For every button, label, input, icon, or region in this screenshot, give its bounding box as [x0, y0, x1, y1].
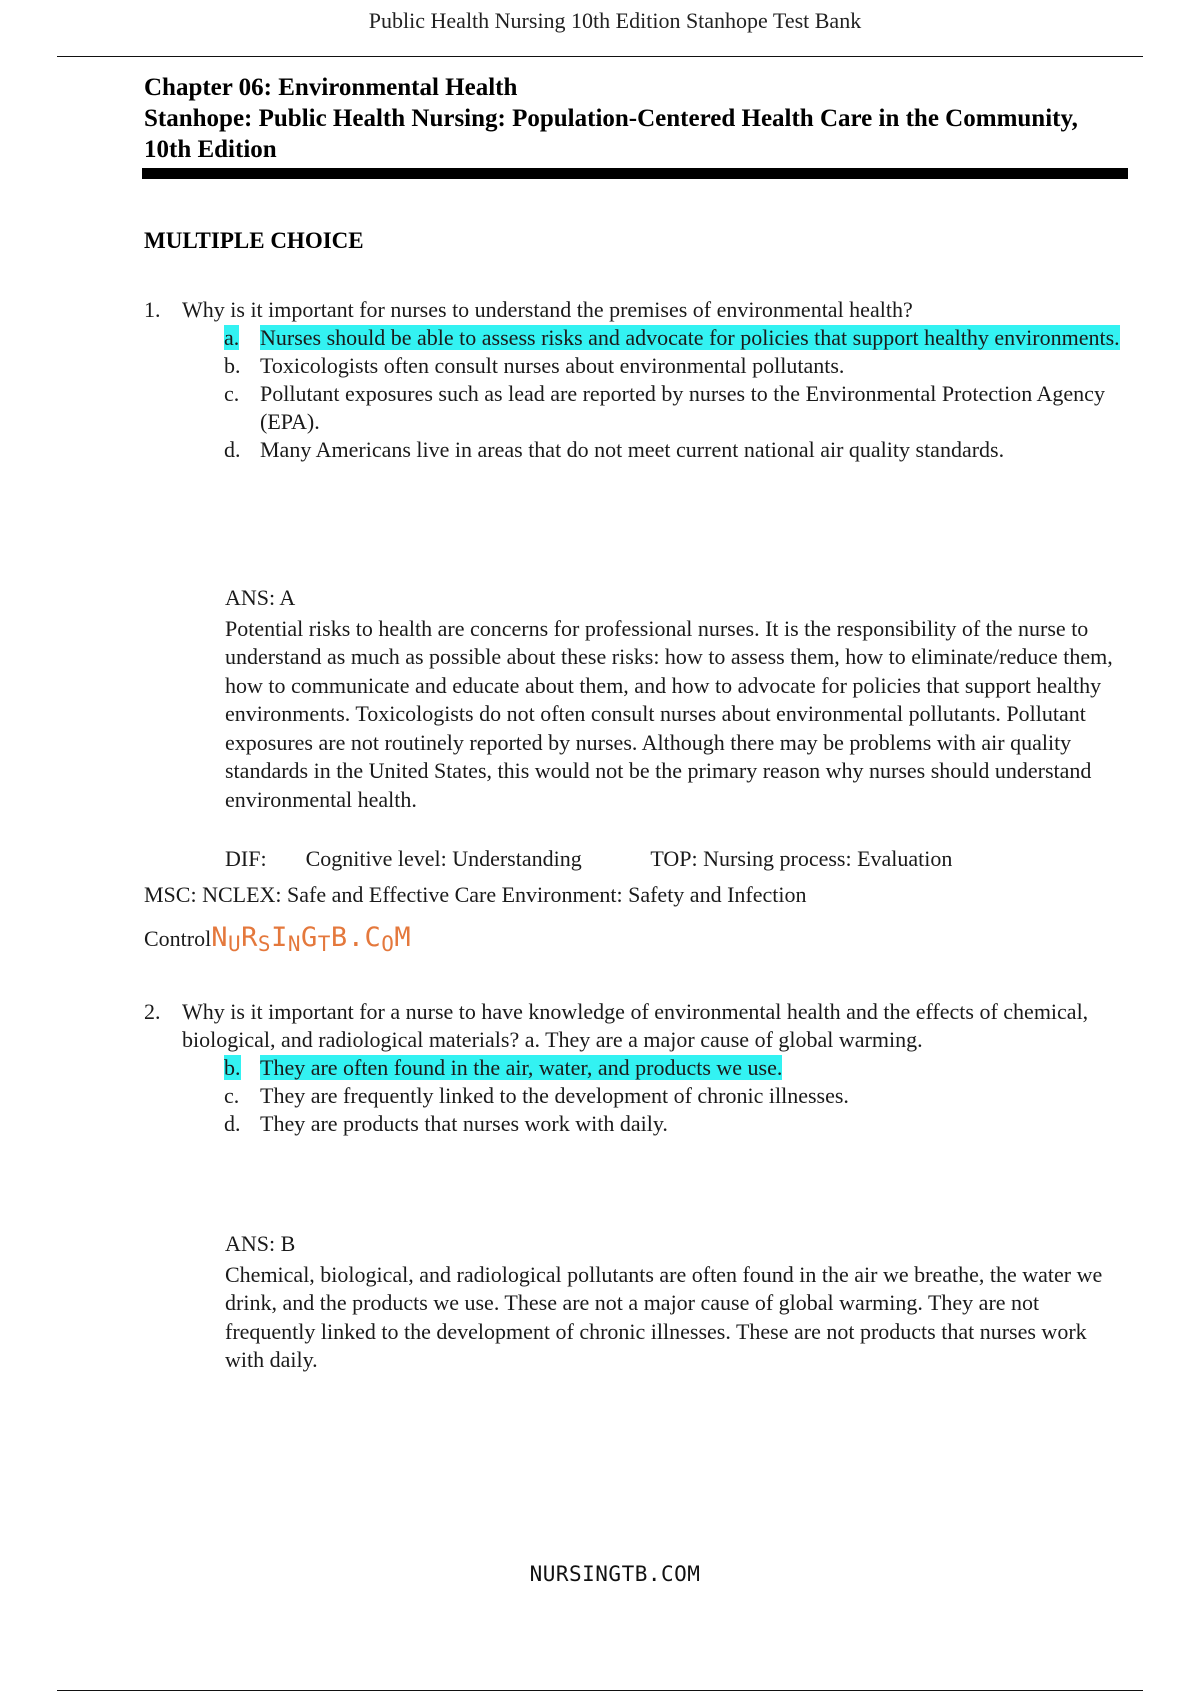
topic-value: TOP: Nursing process: Evaluation [650, 846, 953, 871]
option-letter: d. [224, 1111, 241, 1136]
answer-options [224, 324, 1124, 464]
option-text: Pollutant exposures such as lead are reported by nurses to the Environmental Protection Agency (EPA). [260, 381, 1105, 434]
question-2 [144, 998, 1124, 1138]
option-text: Many Americans live in areas that do not meet current national air quality standards. [260, 437, 1005, 462]
option-d [224, 436, 1124, 464]
question-number: 2. [144, 999, 161, 1024]
msc-row: MSC: NCLEX: Safe and Effective Care Environment: Safety and Infection [144, 882, 807, 907]
dif-value: Cognitive level: Understanding [305, 846, 582, 871]
msc-row-continued [144, 922, 412, 956]
rationale-text: Potential risks to health are concerns for professional nurses. It is the responsibility of the nurse to understand as much as possible about these risks: how to assess them, how to eliminate/reduce them, how to communicate and educate about them, and how to advocate for policies that support healthy environments. Toxicologists do not often consult nurses about environmental pollutants. Pollutant exposures are not routinely reported by nurses. Although there may be problems with air quality standards in the United States, this would not be the primary reason why nurses should understand environmental health. [225, 615, 1113, 812]
option-text: They are frequently linked to the development of chronic illnesses. [260, 1083, 849, 1108]
running-header: Public Health Nursing 10th Edition Stanhope Test Bank [368, 8, 862, 33]
option-letter: b. [224, 353, 241, 378]
dif-label: DIF: [225, 846, 267, 871]
msc-continuation: Control [144, 926, 212, 951]
heading-thick-rule [142, 168, 1128, 179]
rationale-text: Chemical, biological, and radiological pollutants are often found in the air we breathe, the water we drink, and the products we use. These are not a major cause of global warming. They are not frequently linked to the development of chronic illnesses. These are not products that nurses work with daily. [225, 1261, 1103, 1372]
watermark-logo: NURSINGTB.COM [211, 922, 412, 956]
chapter-title: Chapter 06: Environmental Health [144, 74, 518, 101]
book-title-line2: 10th Edition [144, 136, 277, 163]
option-c [224, 380, 1124, 436]
option-text: Toxicologists often consult nurses about environmental pollutants. [260, 353, 845, 378]
question-stem [144, 998, 1124, 1054]
answer-key: ANS: A [225, 585, 296, 610]
option-letter: c. [224, 1083, 240, 1108]
answer-rationale-2 [225, 1230, 1125, 1375]
option-text: They are products that nurses work with daily. [260, 1111, 668, 1136]
question-stem [144, 296, 1124, 324]
question-1 [144, 296, 1124, 464]
difficulty-row [225, 846, 952, 872]
book-title-line1: Stanhope: Public Health Nursing: Population-Centered Health Care in the Community, [144, 105, 1078, 132]
section-title: MULTIPLE CHOICE [144, 228, 364, 253]
footer-rule [57, 1690, 1143, 1691]
option-letter: d. [224, 437, 241, 462]
footer-brand: NURSINGTB.COM [529, 1562, 701, 1586]
option-a [224, 324, 1124, 352]
answer-rationale-1 [225, 584, 1125, 814]
header-rule [57, 56, 1143, 57]
option-b [224, 352, 1124, 380]
option-b [224, 1054, 1124, 1082]
question-number: 1. [144, 297, 161, 322]
option-c [224, 1082, 1124, 1110]
option-letter: a. [224, 325, 240, 350]
question-text: Why is it important for nurses to understand the premises of environmental health? [182, 297, 913, 322]
option-text: They are often found in the air, water, and products we use. [260, 1055, 783, 1080]
question-text: Why is it important for a nurse to have knowledge of environmental health and the effects of chemical, biological, and radiological materials? a. They are a major cause of global warming. [182, 999, 1089, 1052]
option-d [224, 1110, 1124, 1138]
answer-options [224, 1054, 1124, 1138]
option-text: Nurses should be able to assess risks and advocate for policies that support healthy environments. [260, 325, 1120, 350]
chapter-heading [144, 72, 1134, 165]
option-letter: b. [224, 1055, 241, 1080]
answer-key: ANS: B [225, 1231, 296, 1256]
option-letter: c. [224, 381, 240, 406]
